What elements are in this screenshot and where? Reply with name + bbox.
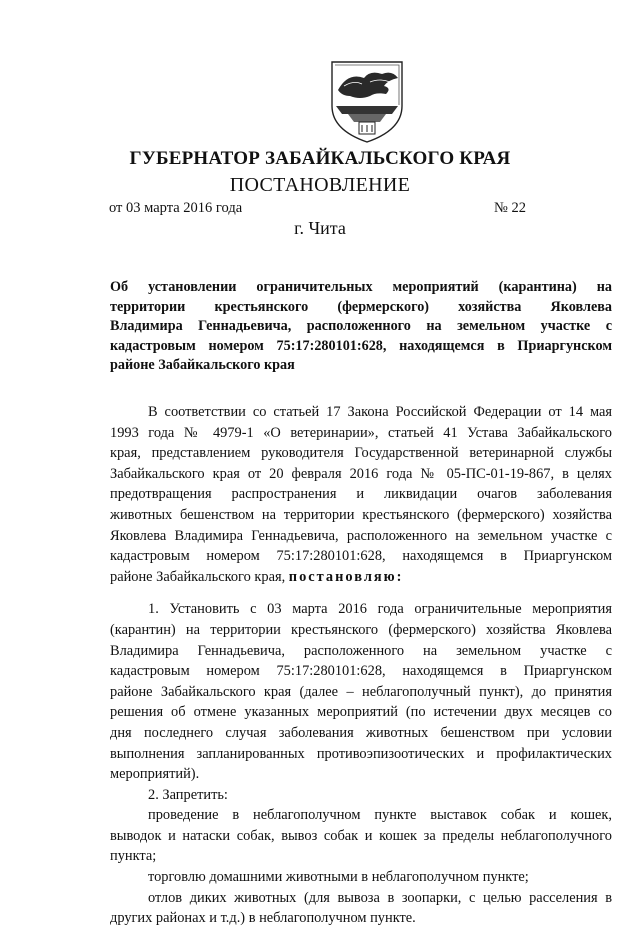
document-type: ПОСТАНОВЛЕНИЕ (229, 174, 411, 196)
issuer-title: ГУБЕРНАТОР ЗАБАЙКАЛЬСКОГО КРАЯ (129, 148, 511, 169)
item-2-label: 2. Запретить: (148, 786, 228, 803)
body-line: выводок и натаски собак, вывоз собак и кошек за пределы неблагополучного (110, 827, 612, 844)
heading-line: Владимира Геннадьевича, расположенного на земельном участке с (110, 318, 612, 335)
body-line: пункта; (110, 848, 157, 865)
heading-line: территории крестьянского (фермерского) хозяйства Яковлева (110, 298, 612, 315)
body-line: 1993 года № 4979-1 «О ветеринарии», статьей 41 Устава Забайкальского (110, 424, 612, 441)
heading-line: районе Забайкальского края (110, 357, 295, 374)
body-line: дня последнего случая заболевания животных бешенством при условии (110, 724, 612, 741)
heading-line: кадастровым номером 75:17:280101:628, находящемся в Приаргунском (110, 337, 612, 354)
body-line: проведение в неблагополучном пункте выставок собак и кошек, (148, 807, 612, 824)
body-line (110, 567, 612, 588)
body-line: Забайкальского края от 20 февраля 2016 года № 05-ПС-01-19-867, в целях (110, 465, 612, 482)
body-line: В соответствии со статьей 17 Закона Российской Федерации от 14 мая (148, 404, 612, 420)
preamble-last-text: районе Забайкальского края, (110, 568, 286, 585)
body-line: края, представлением руководителя Государственной ветеринарной службы (110, 445, 612, 462)
body-line: 1. Установить с 03 марта 2016 года ограничительные мероприятия (148, 601, 612, 618)
document-heading (110, 278, 612, 376)
item-1-paragraph (110, 599, 612, 784)
body-line: других районах и т.д.) в неблагополучном пункте. (110, 910, 416, 927)
body-line: (карантин) на территории крестьянского (фермерского) хозяйства Яковлева (110, 621, 612, 638)
preamble-paragraph (110, 402, 612, 587)
body-line: кадастровым номером 75:17:280101:628, находящемся в Приаргунском (110, 663, 612, 680)
body-line: животных бешенством на территории крестьянского (фермерского) хозяйства (110, 506, 612, 523)
body-line: мероприятий). (110, 766, 200, 783)
body-line: Яковлева Владимира Геннадьевича, расположенного на земельном участке с (110, 527, 612, 544)
body-line: выполнения запланированных противоэпизоотических и профилактических (110, 745, 612, 762)
item-2-paragraph (110, 785, 612, 929)
body-line: районе Забайкальского края (далее – неблагополучный пункт), до принятия (110, 683, 612, 700)
body-line: решения об отмене указанных мероприятий (по истечении двух месяцев со (110, 704, 612, 721)
body-line: торговлю домашними животными в неблагополучном пункте; (148, 869, 529, 886)
body-line: кадастровым номером 75:17:280101:628, находящемся в Приаргунском (110, 548, 612, 565)
body-line: отлов диких животных (для вывоза в зоопарки, с целью расселения в (148, 889, 612, 906)
document-body (110, 402, 612, 929)
body-line: Владимира Геннадьевича, расположенного на земельном участке с (110, 642, 612, 659)
document-date: от 03 марта 2016 года (109, 200, 243, 216)
coat-of-arms-icon (326, 56, 408, 144)
resolve-word: постановляю: (288, 568, 404, 585)
document-city: г. Чита (294, 218, 346, 238)
heading-line: Об установлении ограничительных мероприятий (карантина) на (110, 279, 612, 295)
body-line: предотвращения распространения и ликвидации очагов заболевания (110, 486, 612, 503)
document-number: № 22 (494, 200, 526, 216)
